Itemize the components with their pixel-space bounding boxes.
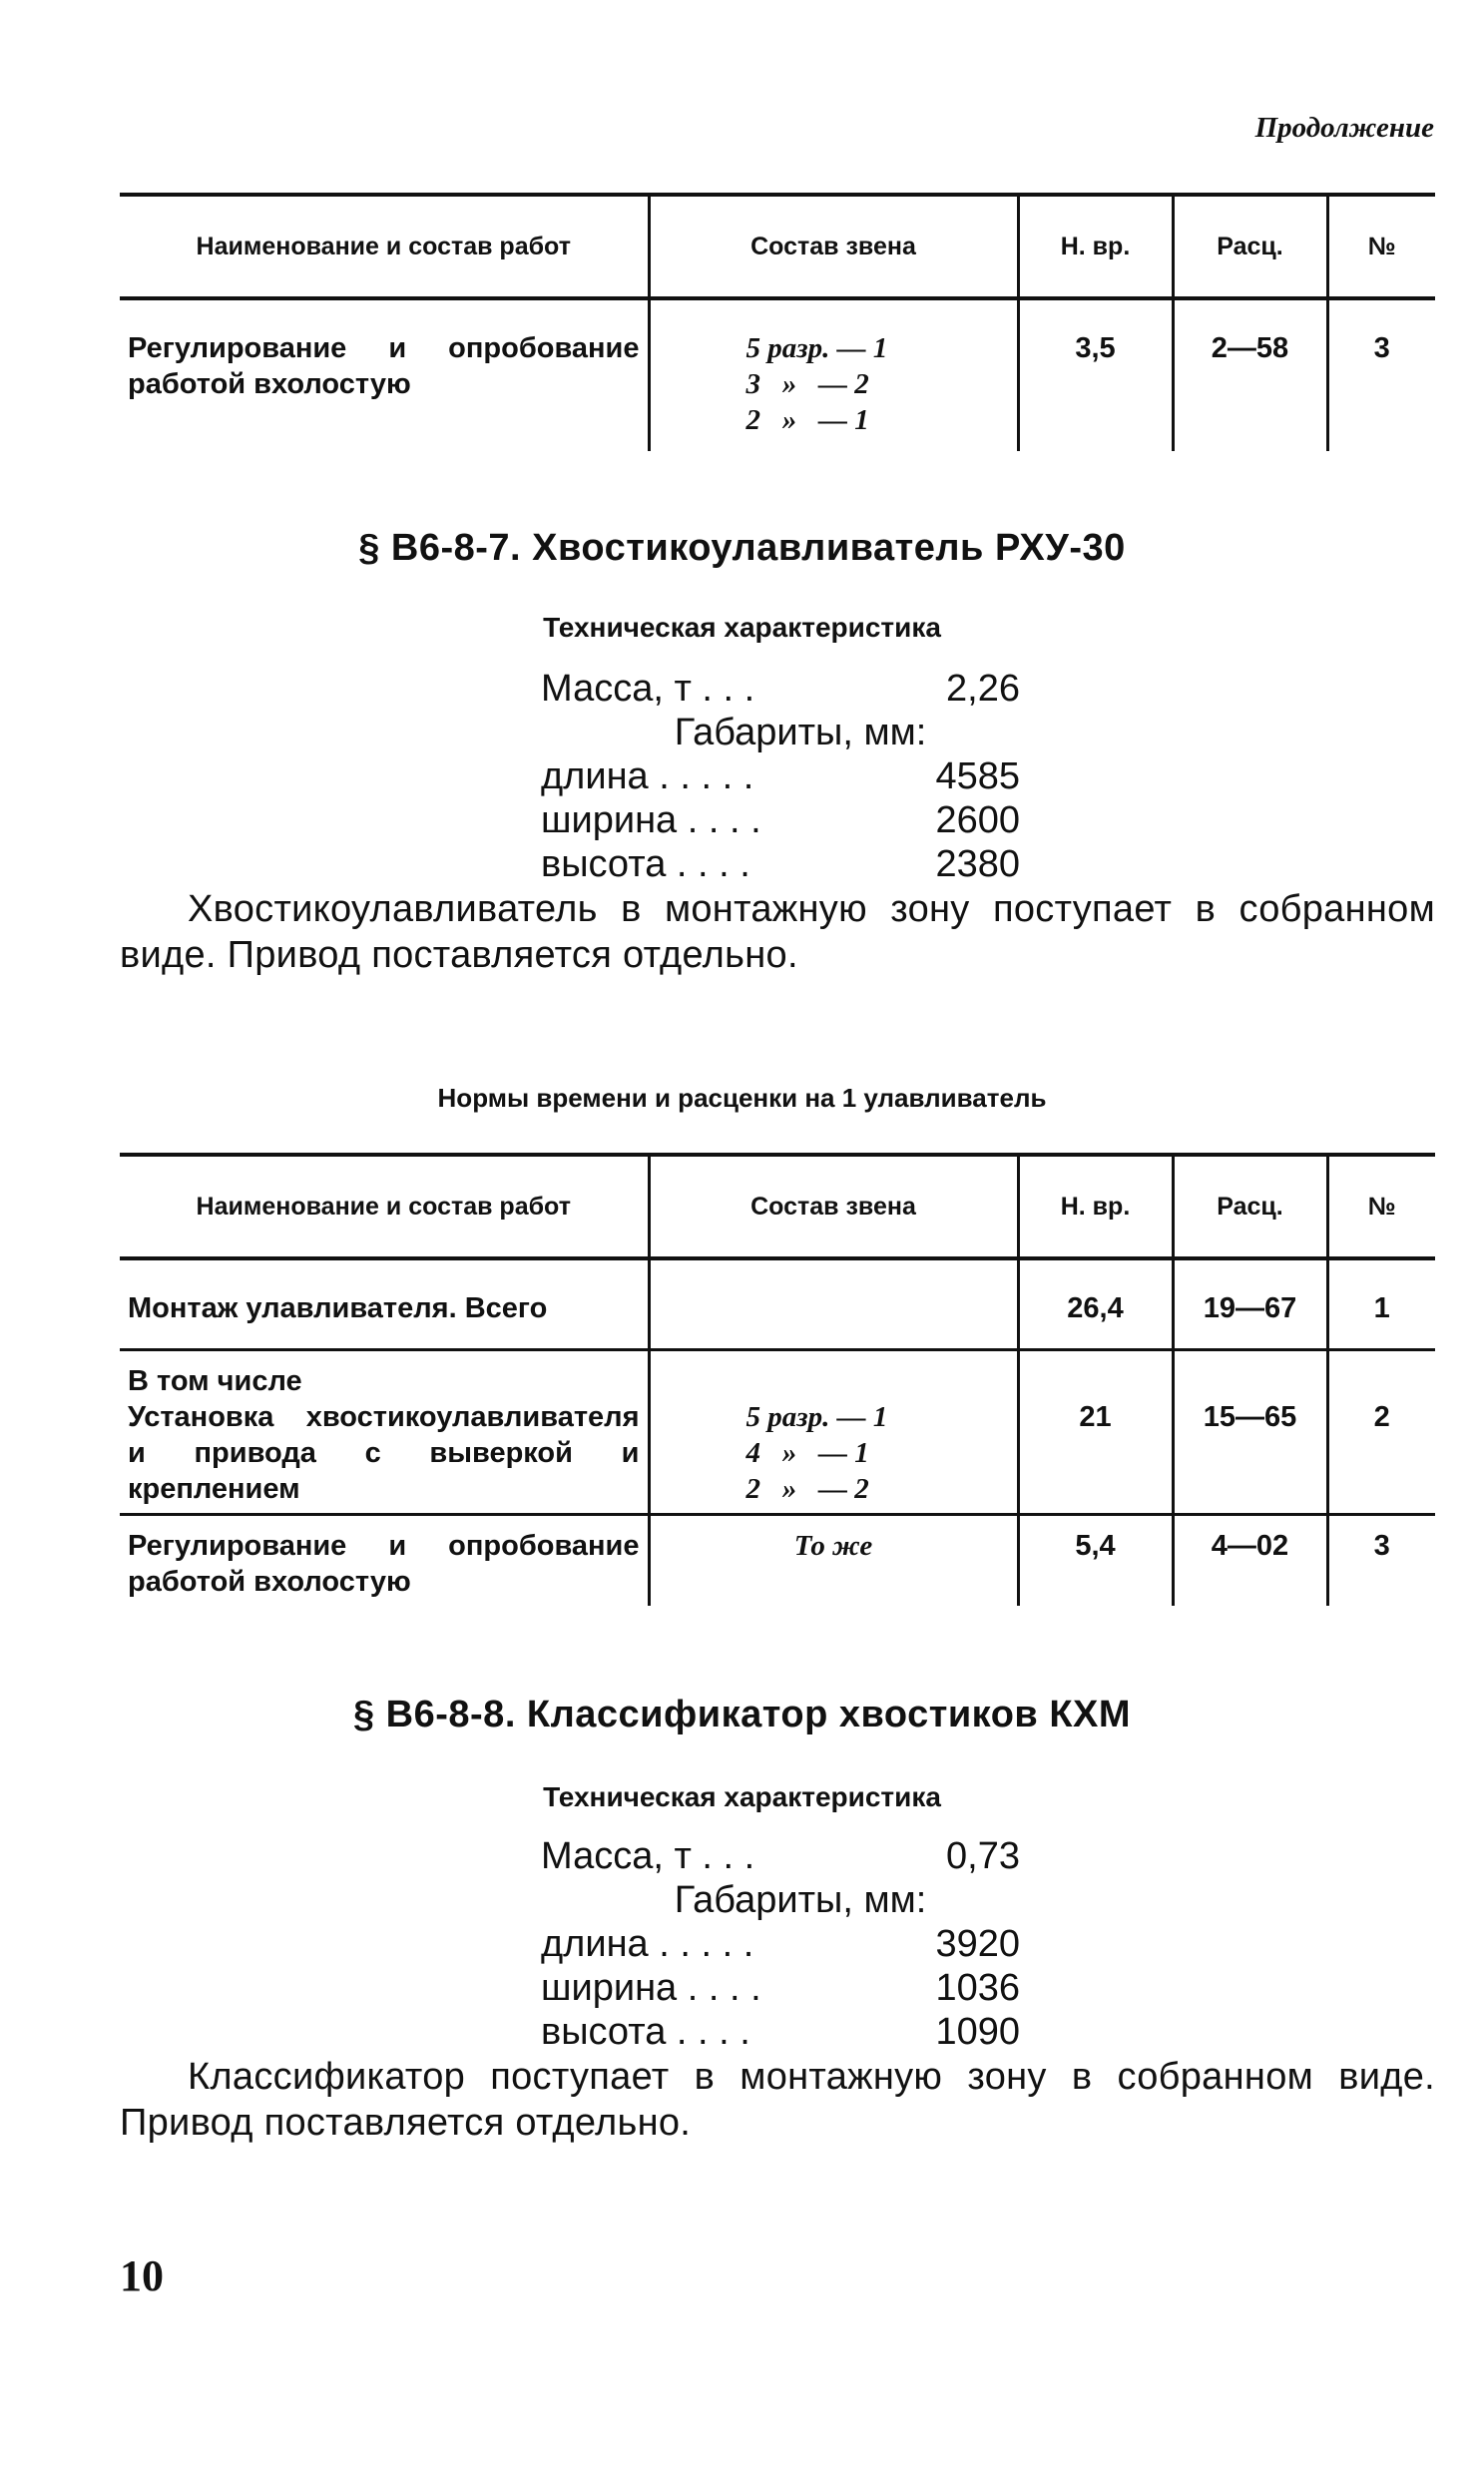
spec-value: 3920 (935, 1923, 1020, 1965)
spec-block (541, 667, 1020, 886)
rate-cell: 15—65 (1173, 1350, 1327, 1515)
page-number: 10 (120, 2251, 164, 2300)
norms-table-continued (120, 193, 1435, 451)
header-number: № (1327, 195, 1435, 298)
spec-value: 1090 (935, 2011, 1020, 2053)
work-name-cell (120, 1350, 649, 1515)
brigade-line: 5 разр. — 1 (745, 1401, 888, 1433)
spec-row-mass (541, 667, 1020, 711)
header-work-name: Наименование и состав работ (196, 232, 571, 260)
spec-label: Масса, т . . . (541, 668, 755, 710)
spec-title: Техническая характеристика (543, 612, 941, 643)
spec-value: 2380 (935, 843, 1020, 885)
spec-value: 2,26 (946, 668, 1020, 710)
number-cell: 1 (1327, 1258, 1435, 1350)
brigade-line: 3 » — 2 (745, 368, 869, 400)
work-name-cell: Монтаж улавливателя. Всего (128, 1292, 548, 1324)
number-cell: 3 (1327, 298, 1435, 451)
spec-row-width (541, 1966, 1020, 2010)
brigade-line: 5 разр. — 1 (745, 332, 888, 364)
spec-value: 1036 (935, 1967, 1020, 2009)
brigade-cell (649, 1258, 1018, 1350)
spec-row-mass (541, 1834, 1020, 1878)
header-time-norm: Н. вр. (1018, 195, 1173, 298)
number-cell: 2 (1327, 1350, 1435, 1515)
brigade-line: 2 » — 1 (745, 404, 869, 436)
spec-label: высота . . . . (541, 843, 750, 885)
spec-row-length (541, 1922, 1020, 1966)
number-cell: 3 (1327, 1515, 1435, 1607)
section-title: § В6-8-8. Классификатор хвостиков КХМ (352, 1694, 1132, 1735)
table-row (120, 1515, 1435, 1607)
work-name-cell: Регулирование и опробование работой вхолостую (128, 332, 640, 400)
header-number: № (1327, 1155, 1435, 1258)
rate-cell: 2—58 (1173, 298, 1327, 451)
spec-row-width (541, 798, 1020, 842)
brigade-cell (649, 298, 1018, 451)
time-norm-cell: 5,4 (1018, 1515, 1173, 1607)
norms-table-title: Нормы времени и расценки на 1 улавливатель (437, 1083, 1047, 1113)
spec-label: высота . . . . (541, 2011, 750, 2053)
spec-dims-label: Габариты, мм: (674, 1879, 927, 1921)
spec-value: 0,73 (946, 1835, 1020, 1877)
table-row (120, 298, 1435, 451)
rate-cell: 19—67 (1173, 1258, 1327, 1350)
work-name-text: Установка хвостикоулавливателя и привода с выверкой и креплением (128, 1401, 640, 1505)
spec-value: 4585 (935, 755, 1020, 797)
header-time-norm: Н. вр. (1018, 1155, 1173, 1258)
header-rate: Расц. (1173, 195, 1327, 298)
brigade-cell: То же (649, 1515, 1018, 1607)
spec-row-height (541, 2010, 1020, 2054)
spec-label: ширина . . . . (541, 799, 761, 841)
time-norm-cell: 3,5 (1018, 298, 1173, 451)
brigade-cell (649, 1350, 1018, 1515)
section-paragraph: Хвостикоулавливатель в монтажную зону поступает в собранном виде. Привод поставляется отдельно. (120, 888, 1435, 976)
subheading: В том числе (128, 1365, 302, 1397)
table-header-row (120, 195, 1435, 298)
spec-label: длина . . . . . (541, 755, 754, 797)
table-row (120, 1258, 1435, 1350)
header-brigade: Состав звена (649, 1155, 1018, 1258)
spec-label: длина . . . . . (541, 1923, 754, 1965)
work-name-cell: Регулирование и опробование работой вхолостую (128, 1530, 640, 1598)
time-norm-cell: 21 (1018, 1350, 1173, 1515)
brigade-line: 4 » — 1 (745, 1437, 869, 1469)
section-paragraph: Классификатор поступает в монтажную зону в собранном виде. Привод поставляется отдельно. (120, 2056, 1435, 2144)
spec-row-length (541, 754, 1020, 798)
header-work-name: Наименование и состав работ (196, 1192, 571, 1221)
table-row (120, 1350, 1435, 1515)
spec-dims-label: Габариты, мм: (674, 712, 927, 753)
spec-row-height (541, 842, 1020, 886)
section-title: § В6-8-7. Хвостикоулавливатель РХУ-30 (358, 527, 1126, 569)
header-brigade: Состав звена (649, 195, 1018, 298)
brigade-line: 2 » — 2 (745, 1473, 869, 1505)
rate-cell: 4—02 (1173, 1515, 1327, 1607)
header-rate: Расц. (1173, 1155, 1327, 1258)
spec-label: ширина . . . . (541, 1967, 761, 2009)
spec-label: Масса, т . . . (541, 1835, 755, 1877)
table-header-row (120, 1155, 1435, 1258)
norms-table (120, 1153, 1435, 1606)
continued-label: Продолжение (1254, 112, 1434, 144)
spec-block (541, 1834, 1020, 2054)
spec-value: 2600 (935, 799, 1020, 841)
time-norm-cell: 26,4 (1018, 1258, 1173, 1350)
spec-title: Техническая характеристика (543, 1781, 941, 1812)
